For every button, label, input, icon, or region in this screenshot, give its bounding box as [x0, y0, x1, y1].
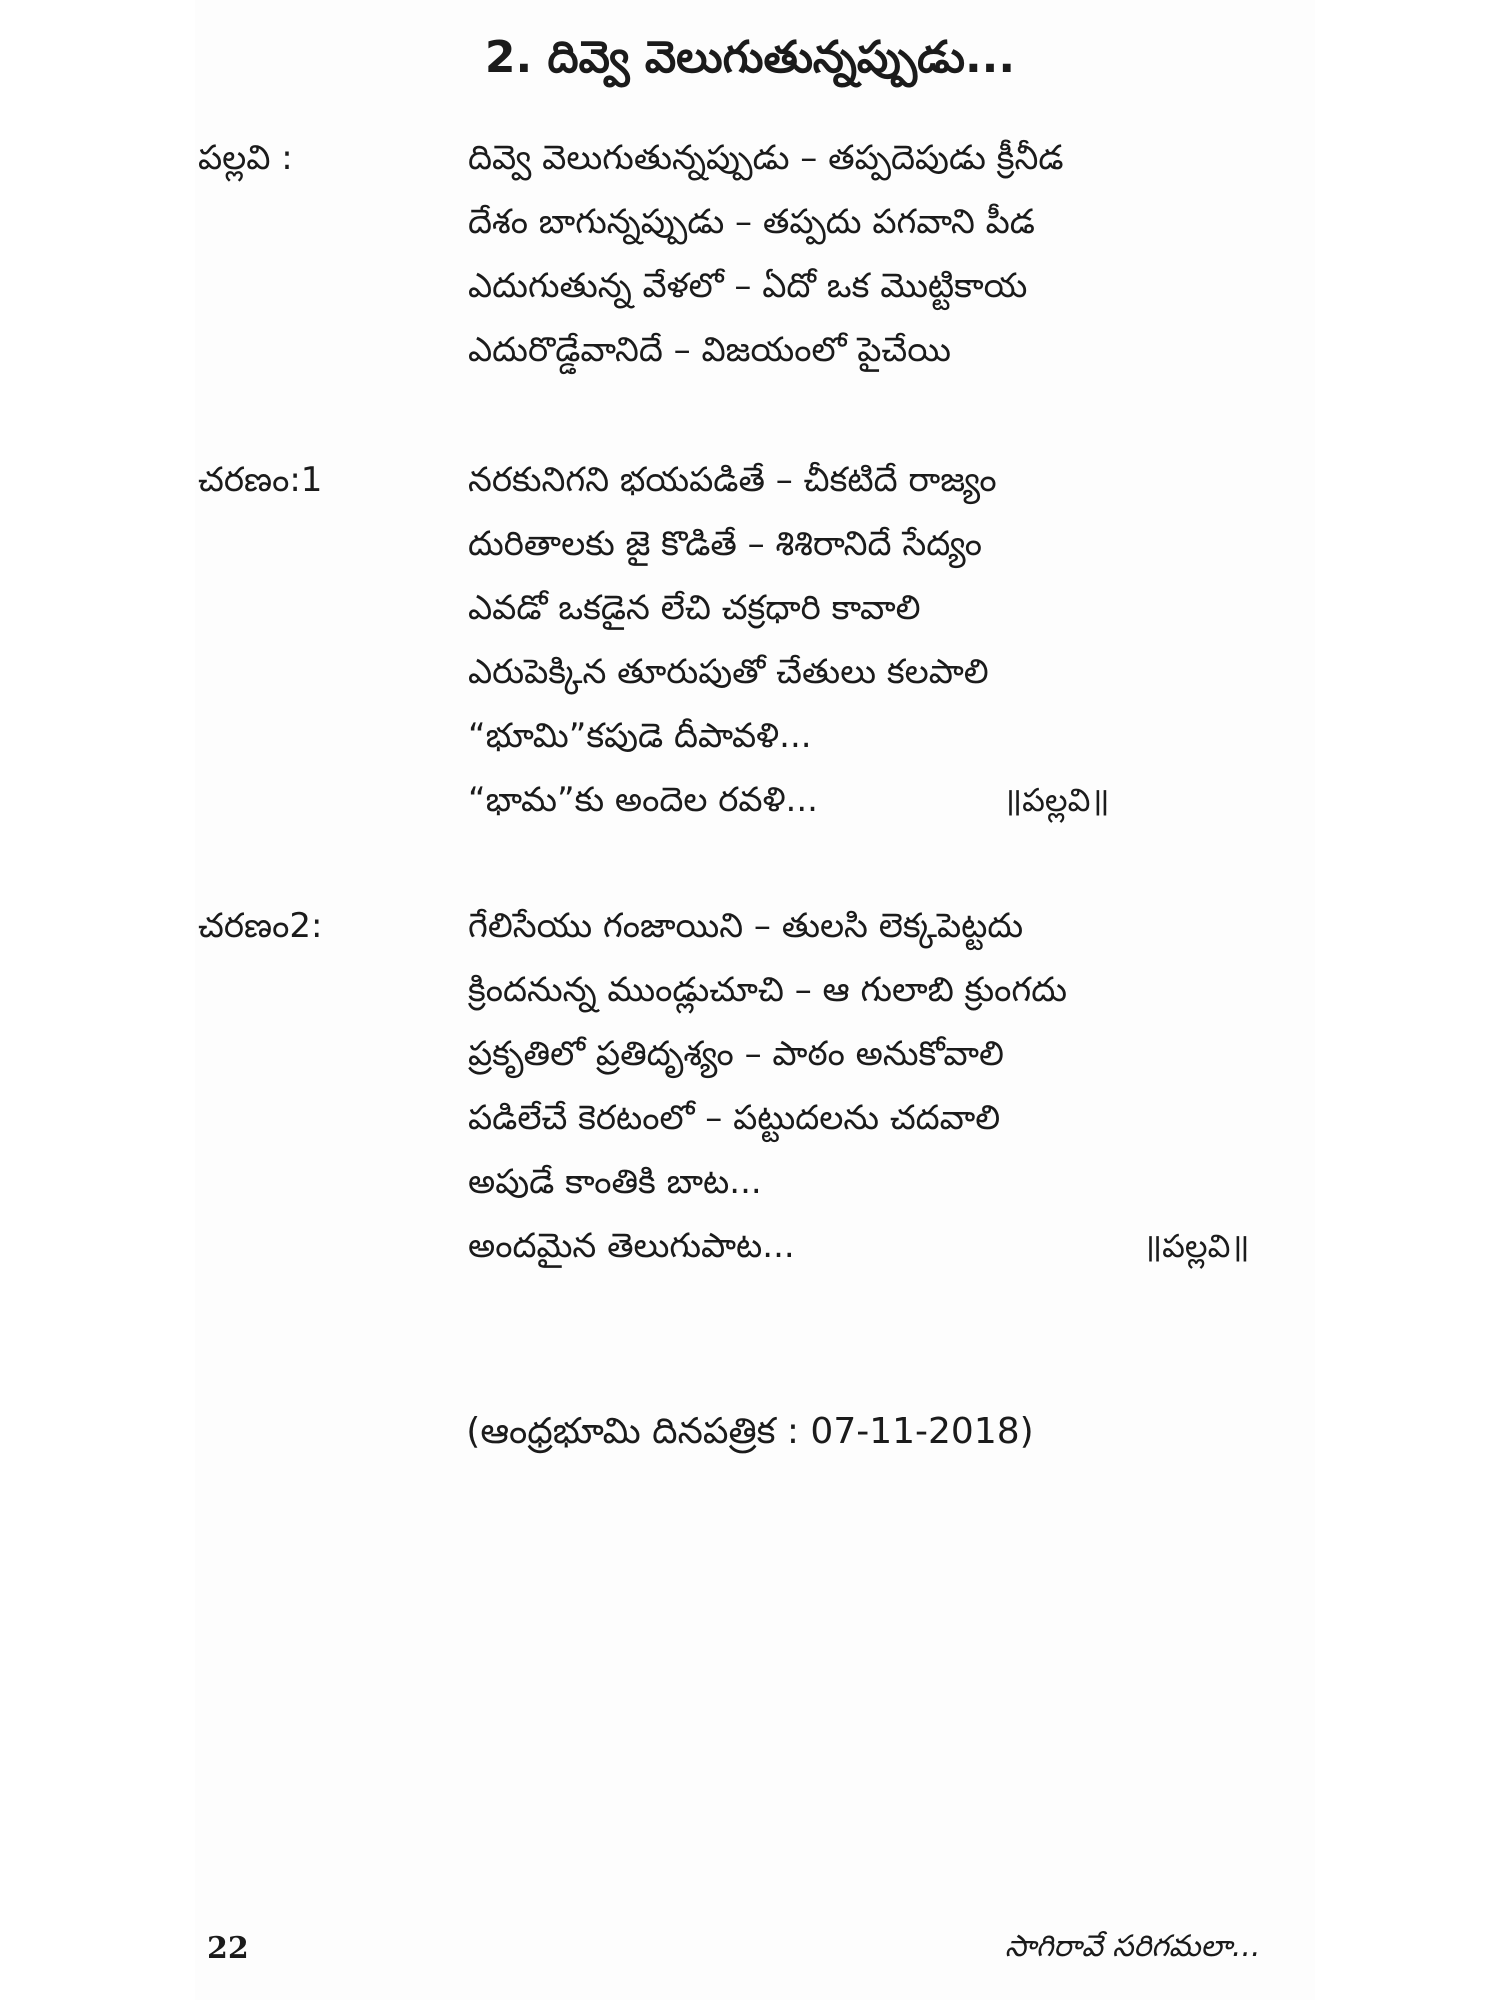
verse-line: ఎరుపెక్కిన తూరుపుతో చేతులు కలపాలి [468, 652, 989, 692]
refrain-marker: ॥పల్లవి॥ [1143, 1227, 1250, 1265]
verse-line: ఎదుగుతున్న వేళలో – ఏదో ఒక మొట్టికాయ [468, 266, 1028, 306]
verse-line: ప్రకృతిలో ప్రతిదృశ్యం – పాఠం అనుకోవాలి [468, 1034, 1004, 1074]
verse-line: ఎదురొడ్డేవానిదే – విజయంలో పైచేయి [468, 330, 951, 370]
verse-line: పడిలేచే కెరటంలో – పట్టుదలను చదవాలి [468, 1098, 1001, 1138]
verse-lines [468, 894, 1328, 1278]
verse-lines [468, 126, 1328, 382]
verse-line: నరకునిగని భయపడితే – చీకటిదే రాజ్యం [468, 460, 997, 500]
verse-line: గేలిసేయు గంజాయిని – తులసి లెక్కపెట్టదు [468, 906, 1024, 946]
verse-line [468, 768, 1328, 832]
verse-line-text: “భామ”కు అందెల రవళి... [468, 780, 818, 820]
book-title: సాగిరావే సరిగమలా... [1005, 1929, 1261, 1964]
verse-line-text: అందమైన తెలుగుపాట... [468, 1226, 795, 1266]
verse-line: దురితాలకు జై కొడితే – శిశిరానిదే సేద్యం [468, 524, 983, 564]
section-label: చరణం2: [198, 906, 323, 946]
page-number: 22 [207, 1931, 249, 1966]
publication-source: (ఆంధ్రభూమి దినపత్రిక : 07-11-2018) [466, 1411, 1034, 1452]
verse-line: అపుడే కాంతికి బాట... [468, 1162, 762, 1202]
verse-line: దివ్వె వెలుగుతున్నప్పుడు – తప్పదెపుడు క్రీనీడ [468, 138, 1064, 178]
verse-line: క్రిందనున్న ముండ్లుచూచి – ఆ గులాబి క్రుంగదు [468, 970, 1067, 1010]
section-label: చరణం:1 [198, 460, 323, 500]
song-title: 2. దివ్వె వెలుగుతున్నప్పుడు... [484, 32, 1016, 83]
verse-lines [468, 448, 1328, 832]
verse-line [468, 1214, 1328, 1278]
verse-line: దేశం బాగున్నప్పుడు – తప్పదు పగవాని పీడ [468, 202, 1035, 242]
verse-line: “భూమి”కపుడె దీపావళి... [468, 716, 812, 756]
refrain-marker: ॥పల్లవి॥ [1003, 781, 1110, 819]
section-label: పల్లవి : [198, 138, 293, 178]
verse-line: ఎవడో ఒకడైన లేచి చక్రధారి కావాలి [468, 588, 921, 628]
